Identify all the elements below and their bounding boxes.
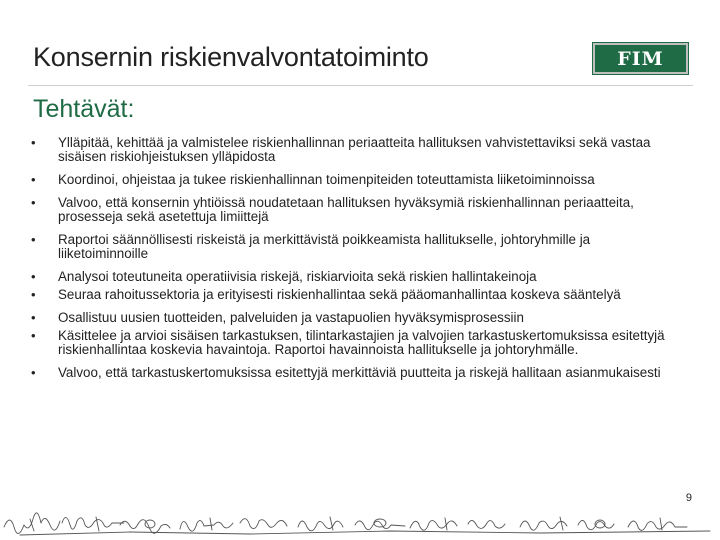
task-item	[30, 173, 680, 187]
title-divider	[28, 85, 693, 86]
bullet-icon: •	[31, 269, 36, 284]
bullet-icon: •	[31, 232, 36, 247]
bullet-icon: •	[31, 172, 36, 187]
signature-strip	[0, 505, 720, 540]
task-text: Raportoi säännöllisesti riskeistä ja merkittävistä poikkeamista hallitukselle, johtoryhmille ja liiketoiminnoille	[58, 232, 591, 261]
task-text: Valvoo, että konsernin yhtiöissä noudatetaan hallituksen hyväksymiä riskienhallinnan periaatteita, prosesseja sekä asetettuja limiittejä	[58, 195, 634, 224]
logo-text: FIM	[617, 47, 664, 70]
page-number: 9	[685, 492, 692, 504]
task-text: Analysoi toteutuneita operatiivisia riskejä, riskiarvioita sekä riskien hallintakeinoja	[58, 269, 537, 284]
task-list	[30, 136, 680, 389]
task-text: Koordinoi, ohjeistaa ja tukee riskienhallinnan toimenpiteiden toteuttamista liiketoiminnoissa	[58, 172, 595, 187]
task-text: Seuraa rahoitussektoria ja erityisesti riskienhallintaa sekä pääomanhallintaa koskeva sääntelyä	[58, 287, 621, 302]
fim-logo	[593, 43, 688, 74]
bullet-icon: •	[31, 328, 36, 343]
bullet-icon: •	[31, 195, 36, 210]
task-item	[30, 366, 680, 380]
task-text: Osallistuu uusien tuotteiden, palveluiden ja vastapuolien hyväksymisprosessiin	[58, 310, 524, 325]
task-item	[30, 270, 680, 284]
task-item	[30, 233, 680, 261]
section-heading: Tehtävät:	[33, 95, 135, 123]
bullet-icon: •	[31, 310, 36, 325]
task-text: Valvoo, että tarkastuskertomuksissa esitettyjä merkittäviä puutteita ja riskejä hallitaan asianmukaisesti	[58, 365, 661, 380]
bullet-icon: •	[31, 135, 36, 150]
bullet-icon: •	[31, 287, 36, 302]
task-item	[30, 288, 680, 302]
slide-title: Konsernin riskienvalvontatoiminto	[33, 42, 429, 72]
task-item	[30, 329, 680, 357]
task-item	[30, 311, 680, 325]
task-item	[30, 136, 680, 164]
task-item	[30, 196, 680, 224]
task-text: Ylläpitää, kehittää ja valmistelee riskienhallinnan periaatteita hallituksen vahvistettaviksi sekä vastaa sisäisen riskiohjeistuksen ylläpidosta	[58, 135, 651, 164]
bullet-icon: •	[31, 365, 36, 380]
task-text: Käsittelee ja arvioi sisäisen tarkastuksen, tilintarkastajien ja valvojien tarkastuskertomuksissa esitettyjä riskienhallintaa koskevia havaintoja. Raportoi havainnoista hallitukselle ja johtoryhmälle.	[58, 328, 665, 357]
